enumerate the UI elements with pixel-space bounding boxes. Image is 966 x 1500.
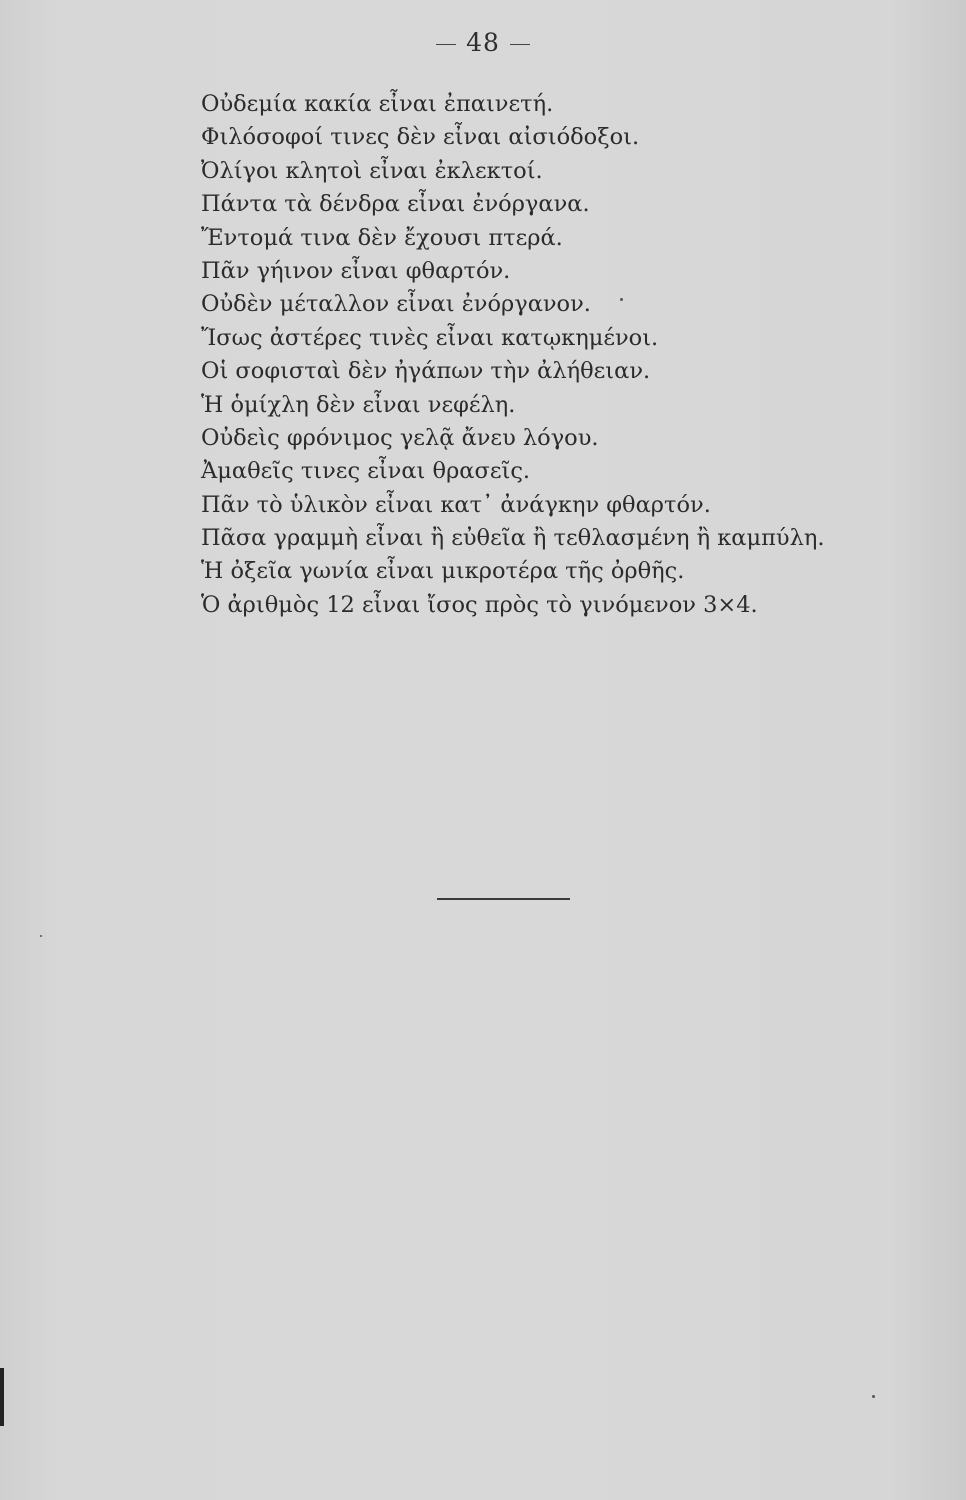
sentence-line: Οἱ σοφισταὶ δὲν ἠγάπων τὴν ἀλήθειαν. xyxy=(201,358,651,385)
left-dash xyxy=(436,44,456,46)
section-divider-rule xyxy=(437,898,570,900)
sentence-line: Πᾶν τὸ ὑλικὸν εἶναι κατ᾿ ἀνάγκην φθαρτόν. xyxy=(201,491,711,518)
sentence-line: Οὐδεὶς φρόνιμος γελᾷ ἄνευ λόγου. xyxy=(201,424,599,451)
sentence-line: Φιλόσοφοί τινες δὲν εἶναι αἰσιόδοξοι. xyxy=(201,124,640,151)
right-dash xyxy=(510,44,530,46)
binding-edge-mark xyxy=(0,1368,4,1426)
sentence-line: Πᾶν γήινον εἶναι φθαρτόν. xyxy=(201,257,511,284)
sentence-line: Ἡ ὁμίχλη δὲν εἶναι νεφέλη. xyxy=(201,391,516,418)
sentence-line: Πᾶσα γραμμὴ εἶναι ἢ εὐθεῖα ἢ τεθλασμένη ἢ καμπύλη. xyxy=(201,525,825,552)
sentence-list xyxy=(201,88,921,622)
sentence-line: Ἴσως ἀστέρες τινὲς εἶναι κατῳκημένοι. xyxy=(201,324,659,351)
page-number: 48 xyxy=(466,28,500,57)
paper-speck xyxy=(872,1395,875,1398)
sentence-line: Ἡ ὀξεῖα γωνία εἶναι μικροτέρα τῆς ὀρθῆς. xyxy=(201,558,685,585)
sentence-line: Ὀλίγοι κλητοὶ εἶναι ἐκλεκτοί. xyxy=(201,157,543,184)
sentence-line: Ὁ ἀριθμὸς 12 εἶναι ἴσος πρὸς τὸ γινόμενον 3×4. xyxy=(201,591,758,618)
sentence-line: Ἀμαθεῖς τινες εἶναι θρασεῖς. xyxy=(201,458,531,485)
sentence-line: Πάντα τὰ δένδρα εἶναι ἐνόργανα. xyxy=(201,191,590,218)
sentence-line: Οὐδὲν μέταλλον εἶναι ἐνόργανον. xyxy=(201,291,591,318)
paper-speck xyxy=(40,935,42,937)
sentence-line: Ἔντομά τινα δὲν ἔχουσι πτερά. xyxy=(201,224,563,251)
page-number-header xyxy=(0,28,966,57)
sentence-line: Οὐδεμία κακία εἶναι ἐπαινετή. xyxy=(201,91,554,117)
paper-speck xyxy=(620,298,623,301)
